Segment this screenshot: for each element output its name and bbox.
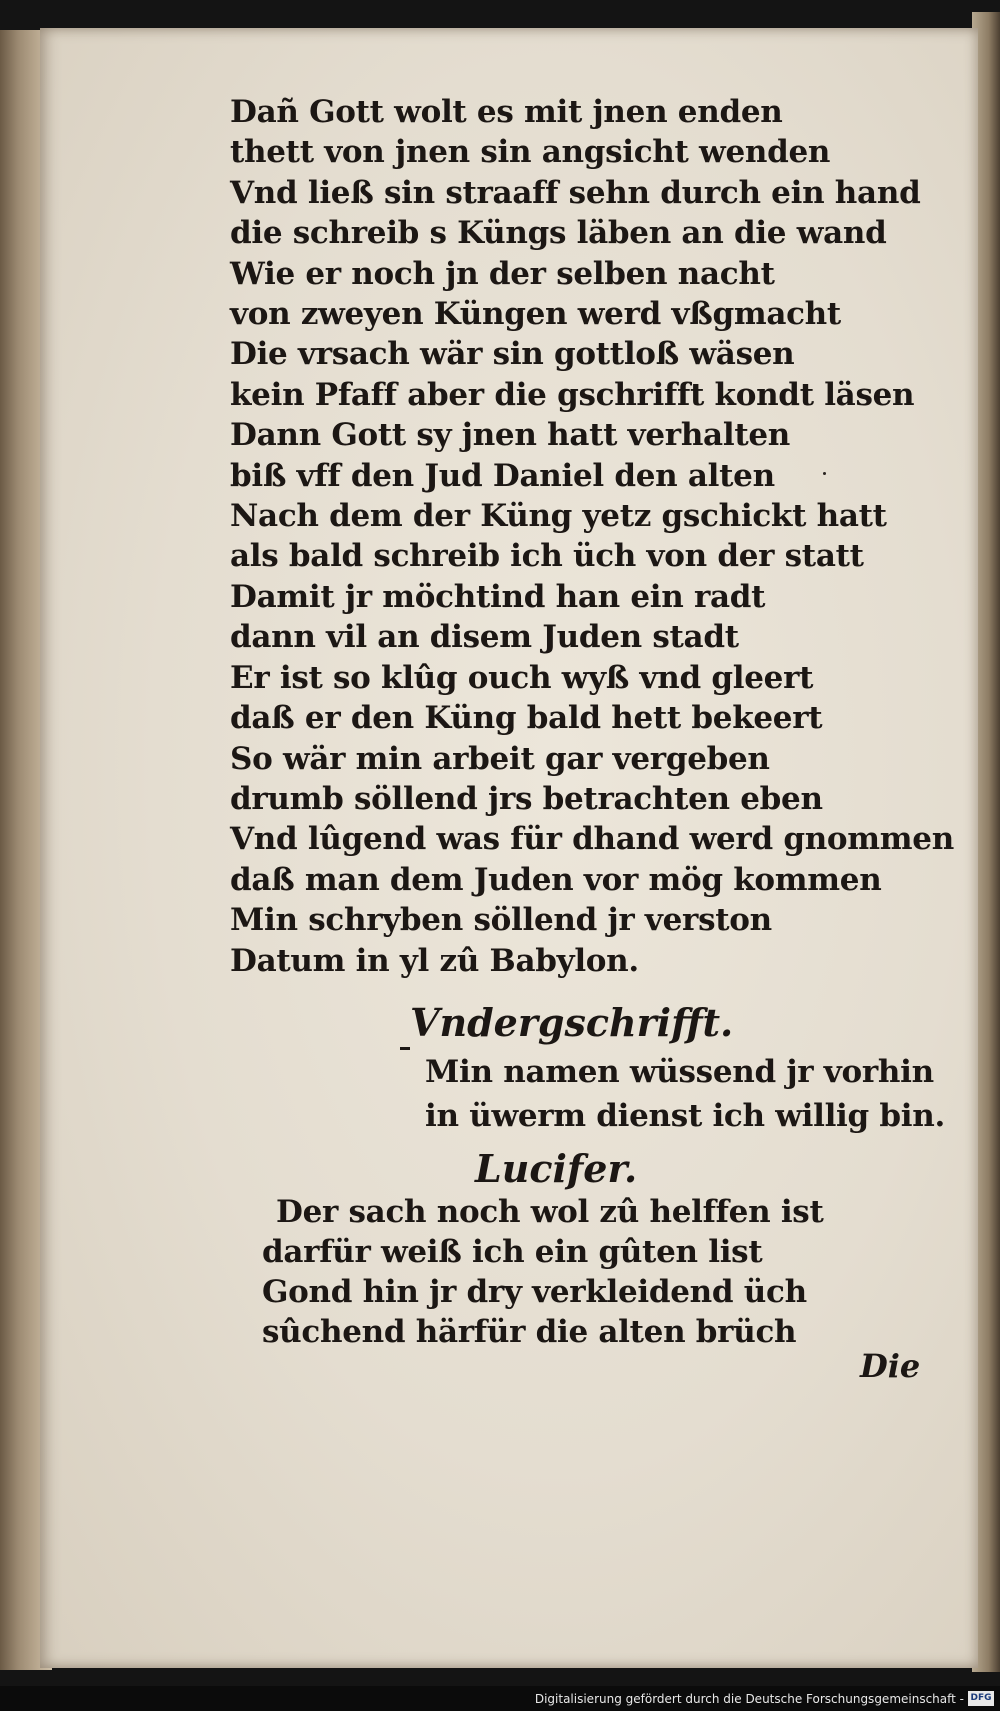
- subscription-line: Min namen wüssend jr vorhin: [425, 1054, 934, 1090]
- poem-line: daß er den Küng bald hett bekeert: [230, 700, 823, 737]
- ink-speck: [823, 472, 826, 475]
- poem-line: von zweyen Küngen werd vßgmacht: [230, 296, 841, 333]
- dfg-logo-icon: DFG: [968, 1691, 994, 1706]
- catchword: Die: [860, 1347, 921, 1385]
- poem-line: thett von jnen sin angsicht wenden: [230, 134, 831, 171]
- dash-mark: [400, 1047, 410, 1050]
- poem-line: biß vff den Jud Daniel den alten: [230, 457, 775, 494]
- poem-line: Die vrsach wär sin gottloß wäsen: [230, 336, 795, 373]
- poem-line: Dañ Gott wolt es mit jnen enden: [230, 94, 783, 130]
- poem-line: So wär min arbeit gar vergeben: [230, 740, 770, 777]
- footer-credit: Digitalisierung gefördert durch die Deutsche Forschungsgemeinschaft -: [534, 1692, 964, 1706]
- poem-line: Dann Gott sy jnen hatt verhalten: [230, 417, 790, 454]
- poem-line: daß man dem Juden vor mög kommen: [230, 861, 882, 898]
- poem-line: Datum in yl zû Babylon.: [230, 942, 639, 979]
- poem-line: drumb söllend jrs betrachten eben: [230, 780, 823, 817]
- poem-line: kein Pfaff aber die gschrifft kondt läsen: [230, 376, 915, 413]
- poem-line: Wie er noch jn der selben nacht: [230, 255, 775, 292]
- speaker-block: [262, 1192, 823, 1352]
- speaker-heading: Lucifer.: [475, 1146, 638, 1191]
- subscription-heading: Vndergschrifft.: [410, 1000, 734, 1045]
- speaker-line: darfür weiß ich ein gûten list: [262, 1234, 763, 1270]
- poem-line: Damit jr möchtind han ein radt: [230, 578, 766, 615]
- poem-line: Nach dem der Küng yetz gschickt hatt: [230, 498, 887, 535]
- poem-line: Er ist so klûg ouch wyß vnd gleert: [230, 659, 814, 696]
- poem-line: als bald schreib ich üch von der statt: [230, 538, 864, 575]
- speaker-line: Der sach noch wol zû helffen ist: [276, 1194, 824, 1230]
- poem-line: dann vil an disem Juden stadt: [230, 619, 739, 656]
- poem-line: Vnd lûgend was für dhand werd gnommen: [230, 821, 954, 858]
- subscription-block: [425, 1050, 945, 1138]
- subscription-line: in üwerm dienst ich willig bin.: [425, 1098, 945, 1134]
- poem-line: die schreib s Küngs läben an die wand: [230, 215, 887, 252]
- speaker-line: Gond hin jr dry verkleidend üch: [262, 1274, 807, 1310]
- poem-line: Min schryben söllend jr verston: [230, 902, 772, 939]
- speaker-line: sûchend härfür die alten brüch: [262, 1314, 797, 1350]
- poem-line: Vnd ließ sin straaff sehn durch ein hand: [230, 174, 921, 211]
- poem-text-block: [230, 92, 954, 981]
